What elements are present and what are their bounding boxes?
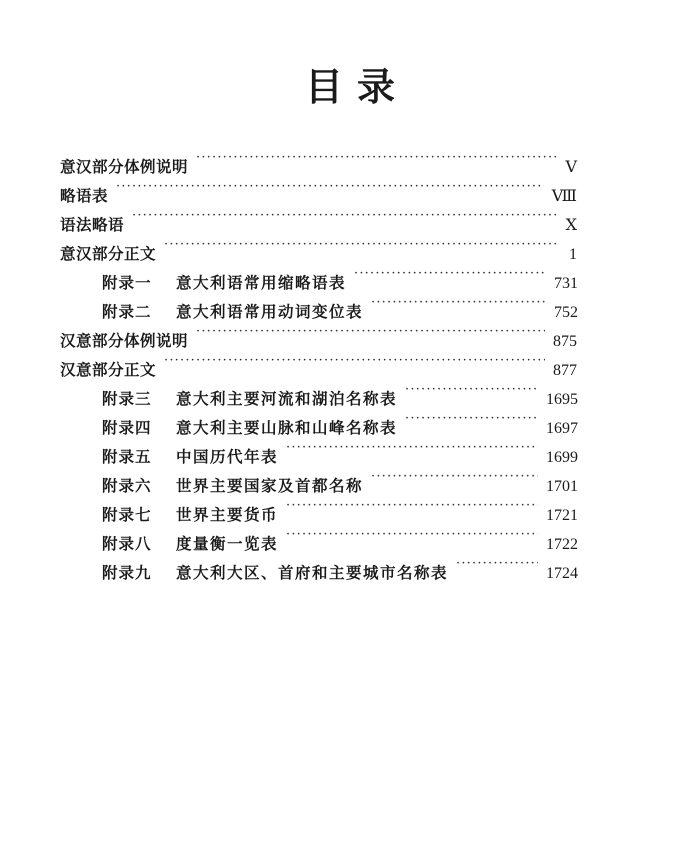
appendix-number: 附录八: [102, 534, 152, 553]
appendix-number: 附录六: [102, 476, 152, 495]
appendix-number: 附录九: [102, 563, 152, 582]
toc-entry-page: 1: [569, 246, 577, 263]
dot-leader: [286, 433, 538, 462]
dot-leader: [371, 462, 538, 491]
toc-appendix-entry[interactable]: [102, 549, 578, 582]
toc-entry-page: Ⅷ: [551, 188, 577, 205]
page-title: 目录: [304, 64, 409, 109]
appendix-title: 世界主要货币: [176, 505, 279, 524]
dot-leader: [286, 520, 538, 549]
dot-leader: [405, 404, 538, 433]
toc-entry[interactable]: [60, 346, 577, 379]
toc-appendix-entry[interactable]: [102, 404, 578, 437]
appendix-title: 意大利语常用缩略语表: [176, 273, 347, 292]
toc-entry[interactable]: [60, 230, 577, 263]
toc-entry-page: 875: [553, 333, 577, 350]
toc-entry-page: 752: [554, 304, 578, 321]
toc-appendix-entry[interactable]: [102, 375, 578, 408]
appendix-title: 中国历代年表: [176, 447, 279, 466]
dot-leader: [196, 143, 557, 172]
dot-leader: [164, 346, 545, 375]
dot-leader: [164, 230, 559, 259]
toc-appendix-entry[interactable]: [102, 462, 578, 495]
toc-entry-page: 1721: [546, 507, 578, 524]
toc-appendix-entry[interactable]: [102, 520, 578, 553]
toc-entry-label: 汉意部分体例说明: [60, 331, 189, 350]
dot-leader: [132, 201, 558, 230]
toc-appendix-entry[interactable]: [102, 433, 578, 466]
dot-leader: [286, 491, 538, 520]
dot-leader: [116, 172, 544, 201]
appendix-title: 意大利主要河流和湖泊名称表: [176, 389, 398, 408]
appendix-title: 意大利大区、首府和主要城市名称表: [176, 563, 449, 582]
toc-entry-label: 汉意部分正文: [60, 360, 157, 379]
toc-entry-page: Ⅴ: [565, 159, 577, 176]
dot-leader: [456, 549, 538, 578]
appendix-number: 附录七: [102, 505, 152, 524]
toc-entry-page: 1701: [546, 478, 578, 495]
toc-entry-page: 731: [554, 275, 578, 292]
toc-entry-label: 意汉部分正文: [60, 244, 157, 263]
appendix-title: 意大利主要山脉和山峰名称表: [176, 418, 398, 437]
appendix-number: 附录四: [102, 418, 152, 437]
toc-entry[interactable]: [60, 201, 577, 234]
appendix-number: 附录二: [102, 302, 152, 321]
toc-appendix-entry[interactable]: [102, 259, 578, 292]
appendix-number: 附录一: [102, 273, 152, 292]
dot-leader: [354, 259, 546, 288]
appendix-title: 世界主要国家及首都名称: [176, 476, 364, 495]
toc-entry[interactable]: [60, 317, 577, 350]
dot-leader: [405, 375, 538, 404]
toc-entry-label: 语法略语: [60, 215, 125, 234]
dot-leader: [371, 288, 546, 317]
toc-entry-page: 1697: [546, 420, 578, 437]
appendix-number: 附录五: [102, 447, 152, 466]
appendix-number: 附录三: [102, 389, 152, 408]
toc-appendix-entry[interactable]: [102, 288, 578, 321]
toc-entry-page: Ⅹ: [565, 217, 577, 234]
toc-entry[interactable]: [60, 172, 577, 205]
toc-entry-label: 略语表: [60, 186, 109, 205]
dot-leader: [196, 317, 545, 346]
toc-entry-page: 877: [553, 362, 577, 379]
toc-entry-page: 1695: [546, 391, 578, 408]
toc-entry-page: 1724: [546, 565, 578, 582]
toc-entry[interactable]: [60, 143, 577, 176]
appendix-title: 度量衡一览表: [176, 534, 279, 553]
toc-appendix-entry[interactable]: [102, 491, 578, 524]
toc-entry-page: 1699: [546, 449, 578, 466]
appendix-title: 意大利语常用动词变位表: [176, 302, 364, 321]
toc-entry-page: 1722: [546, 536, 578, 553]
toc-entry-label: 意汉部分体例说明: [60, 157, 189, 176]
